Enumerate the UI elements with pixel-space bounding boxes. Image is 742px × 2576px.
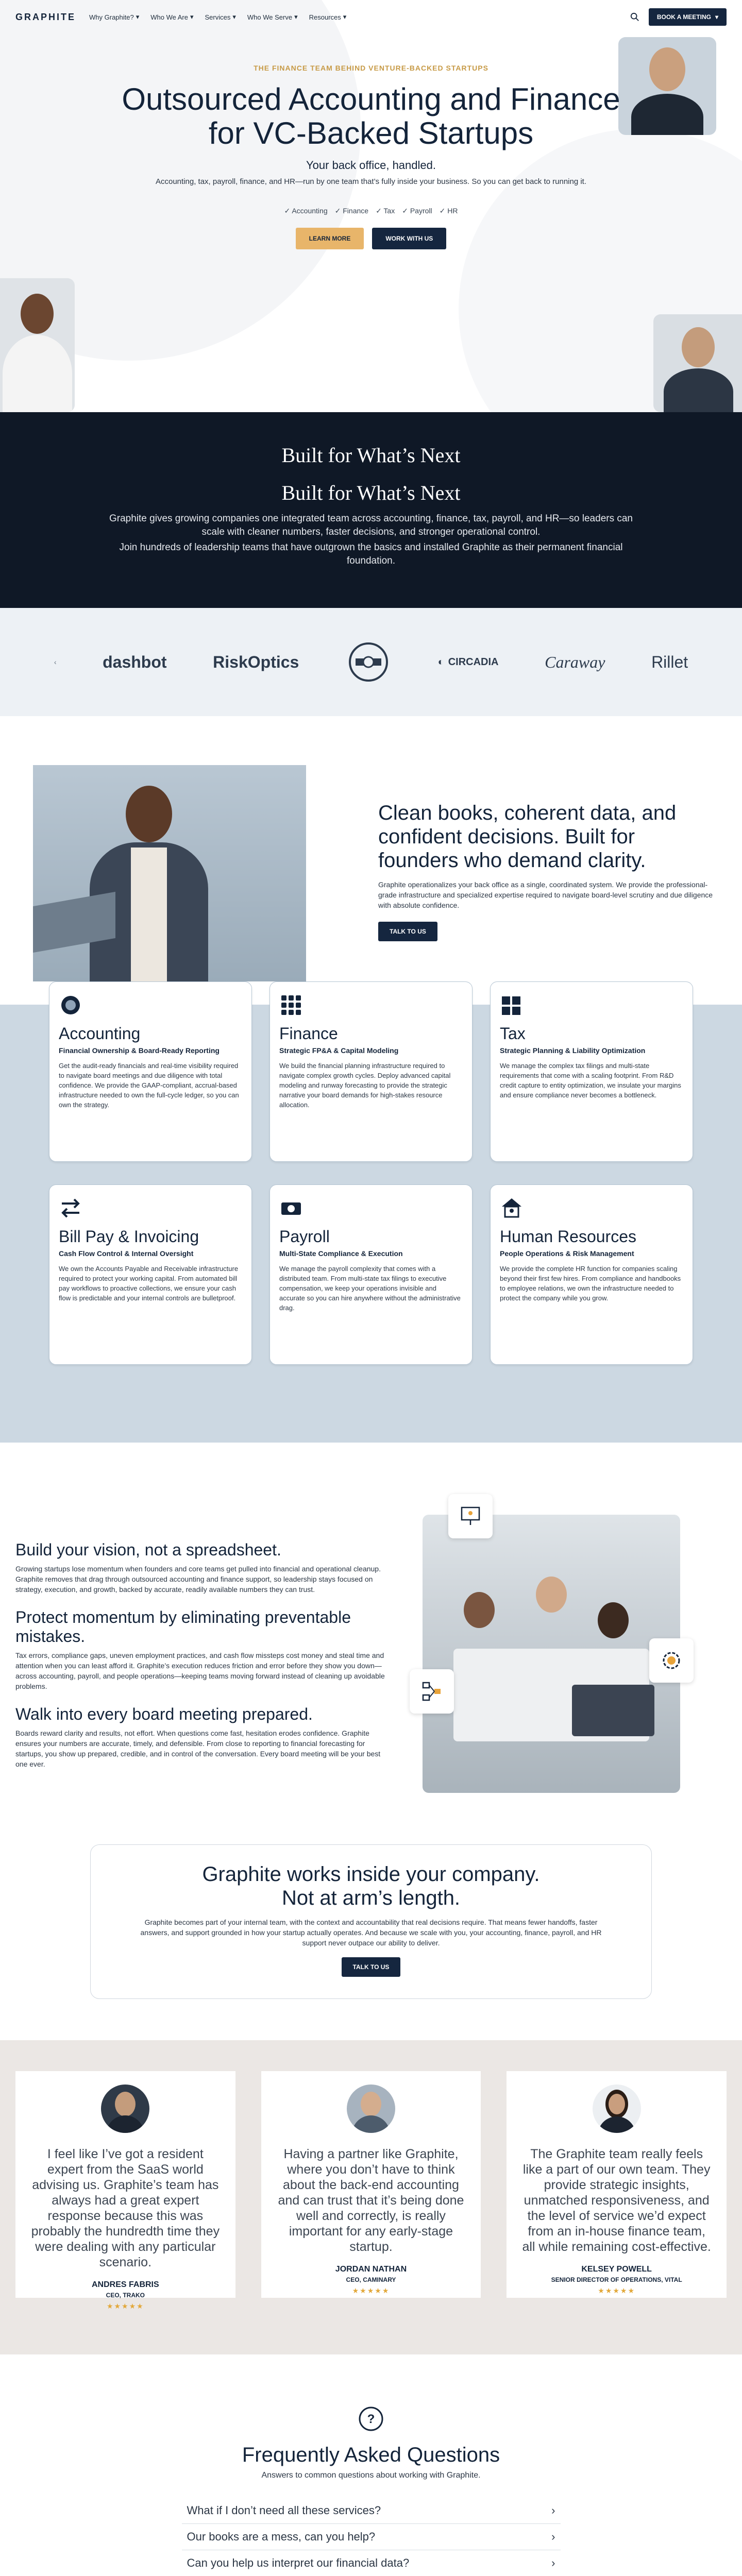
portrait-man-right xyxy=(653,314,742,412)
chevron-down-icon: ▾ xyxy=(294,13,298,21)
clean-books-title: Clean books, coherent data, and confident decisions. Built for founders who demand clarity. xyxy=(378,802,677,872)
chevron-down-icon: ▾ xyxy=(136,13,140,21)
client-logos-strip xyxy=(0,608,742,716)
built-for-whats-next-section xyxy=(0,412,742,608)
hero-eyebrow: THE FINANCE TEAM BEHIND VENTURE-BACKED STARTUPS xyxy=(254,64,488,72)
question-icon xyxy=(358,2406,384,2432)
flowchart-icon-badge xyxy=(410,1669,454,1714)
gear-dollar-icon xyxy=(660,1649,683,1672)
hero-service-checks xyxy=(0,207,742,215)
testimonial-card xyxy=(261,2071,481,2298)
faq-title: Frequently Asked Questions xyxy=(242,2444,500,2466)
nav-who-we-serve[interactable]: Who We Serve ▾ xyxy=(247,13,298,21)
house-people-icon xyxy=(500,1196,524,1220)
faq-item[interactable]: Our books are a mess, can you help? › xyxy=(182,2524,561,2550)
faq-item[interactable]: Can you help us interpret our financial data? › xyxy=(182,2550,561,2576)
built-title-secondary: Built for What’s Next xyxy=(281,481,461,504)
inside-your-company-section xyxy=(0,1844,742,2040)
hero-description: Accounting, tax, payroll, finance, and HR—run by one team that’s fully inside your business. So you can get back to running it. xyxy=(155,177,587,186)
inside-card xyxy=(90,1844,652,1999)
testimonial-card xyxy=(507,2071,727,2298)
testimonial-quote: Having a partner like Graphite, where you don’t have to think about the back-end accounting and can trust that it’s being done well and correctly, is really important for any early-stage startup. xyxy=(278,2147,464,2254)
vision-paragraph-1: Growing startups lose momentum when founders and core teams get pulled into financial and operational cleanup. Graphite removes that drag through outsourced accounting and finance support, so leadership stays focused on strategy, execution, and growth, backed by accurate, readily available numbers they can trust. xyxy=(15,1565,381,1594)
testimonial-name: KELSEY POWELL xyxy=(581,2265,652,2274)
faq-section xyxy=(0,2354,742,2576)
avatar xyxy=(101,2084,149,2133)
faq-subtitle: Answers to common questions about working with Graphite. xyxy=(261,2471,481,2480)
search-icon[interactable] xyxy=(630,12,639,22)
check-payroll: ✓ Payroll xyxy=(402,207,432,215)
talk-to-us-button[interactable]: TALK TO US xyxy=(342,1957,401,1977)
services-section xyxy=(0,1005,742,1443)
vision-text xyxy=(15,1540,386,1769)
logo-badge-icon xyxy=(345,639,392,685)
check-tax: ✓ Tax xyxy=(376,207,395,215)
svg-text:?: ? xyxy=(367,2412,375,2426)
transfer-arrows-icon xyxy=(59,1196,82,1220)
vision-heading-1: Build your vision, not a spreadsheet. xyxy=(15,1540,281,1559)
service-card-tax[interactable]: Tax Strategic Planning & Liability Optimization We manage the complex tax filings and multi-state requirements that come with a scaling footprint. From R&D credit capture to entity optimization, we insulate your margins and ensure compliance never becomes a bottleneck. xyxy=(490,981,693,1162)
hero-buttons xyxy=(0,228,742,249)
logo-rillet: Rillet xyxy=(651,652,688,671)
rating-stars: ★★★★★ xyxy=(598,2286,636,2295)
testimonial-name: JORDAN NATHAN xyxy=(335,2265,407,2274)
avatar xyxy=(347,2084,395,2133)
built-paragraph-2: Join hundreds of leadership teams that have outgrown the basics and installed Graphite as their permanent financial foundation. xyxy=(119,542,623,566)
logo-riskoptics: RiskOptics xyxy=(213,652,299,671)
logo-circadia: ◐ CIRCADIA xyxy=(437,656,499,668)
service-card-finance[interactable]: Finance Strategic FP&A & Capital Modeling We build the financial planning infrastructure required to navigate complex growth cycles. Deploy advanced capital modeling and runway forecasting to provide the strategic narrative your board demands for high-stakes resource allocation. xyxy=(269,981,473,1162)
service-card-bill-pay[interactable]: Bill Pay & Invoicing Cash Flow Control & Internal Oversight We own the Accounts Payable and Receivable infrastructure required to protect your working capital. From automated bill pay workflows to proactive collections, we ensure your cash flow is predictable and your internal controls are bulletproof. xyxy=(49,1184,252,1365)
vision-paragraph-3: Boards reward clarity and results, not effort. When questions come fast, hesitation erodes confidence. Graphite ensures your numbers are accurate, timely, and defensible. From close to reporting to financial forecasting for startups, you show up prepared, credible, and in control of the conversation. Every board meeting will be your best one ever. xyxy=(15,1729,381,1768)
hero-section xyxy=(0,0,742,412)
nav-why-graphite[interactable]: Why Graphite? ▾ xyxy=(89,13,140,21)
built-paragraph-1: Graphite gives growing companies one integrated team across accounting, finance, tax, payroll, and HR—so leaders can scale with cleaner numbers, faster decisions, and stronger operational control. xyxy=(109,513,633,537)
logo-caraway: Caraway xyxy=(545,652,605,671)
chevron-down-icon: ▾ xyxy=(343,13,347,21)
accounting-icon xyxy=(59,993,82,1017)
hero-title: Outsourced Accounting and Finance for VC-Backed Startups xyxy=(122,82,620,150)
testimonial-name: ANDRES FABRIS xyxy=(91,2280,159,2289)
vision-paragraph-2: Tax errors, compliance gaps, uneven employment practices, and cash flow missteps cost money and steal time and attention when you can least afford it. Graphite’s execution reduces friction and error before they show you down—across accounting, payroll, and people operations—keeping teams moving forward instead of cleaning up avoidable problems. xyxy=(15,1651,385,1690)
nav-right xyxy=(630,8,727,26)
services-grid xyxy=(49,981,693,1365)
service-card-payroll[interactable]: Payroll Multi-State Compliance & Execution We manage the payroll complexity that comes with a distributed team. From multi-state tax filings to executive compensation, we keep your operations invisible and accurate so you can hire anywhere without the administrative drag. xyxy=(269,1184,473,1365)
founder-photo xyxy=(33,765,306,981)
flowchart-icon xyxy=(420,1680,444,1703)
team-meeting-photo xyxy=(423,1515,680,1793)
nav-resources[interactable]: Resources ▾ xyxy=(309,13,347,21)
clean-books-section xyxy=(0,716,742,1005)
chevron-right-icon: › xyxy=(551,2504,555,2517)
testimonial-quote: I feel like I’ve got a resident expert from the SaaS world advising us. Graphite’s team has always had a great expert response because this was probably the hundredth time they were dealing with any particular scenario. xyxy=(31,2147,220,2269)
hero-subtitle: Your back office, handled. xyxy=(306,159,436,172)
talk-to-us-button[interactable]: TALK TO US xyxy=(378,922,437,941)
clean-books-text xyxy=(378,801,718,941)
chevron-right-icon: › xyxy=(551,2556,555,2569)
nav-services[interactable]: Services ▾ xyxy=(205,13,236,21)
built-title-primary: Built for What’s Next xyxy=(281,444,461,467)
payroll-cash-icon xyxy=(279,1196,303,1220)
avatar xyxy=(593,2084,641,2133)
portrait-man-left xyxy=(0,278,75,412)
nav-who-we-are[interactable]: Who We Are ▾ xyxy=(150,13,194,21)
service-card-accounting[interactable]: Accounting Financial Ownership & Board-Ready Reporting Get the audit-ready financials and real-time visibility required to navigate board meetings and due diligence with total confidence. We provide the GAAP-compliant, accrual-based infrastructure needed to own the full-cycle ledger, so you can own the strategy. xyxy=(49,981,252,1162)
check-hr: ✓ HR xyxy=(439,207,458,215)
testimonial-title: CEO, CAMINARY xyxy=(346,2276,396,2283)
book-meeting-button[interactable]: BOOK A MEETING ▾ xyxy=(649,8,727,26)
chevron-down-icon: ▾ xyxy=(715,13,718,21)
testimonials-section xyxy=(0,2040,742,2354)
work-with-us-button[interactable]: WORK WITH US xyxy=(372,228,446,249)
learn-more-button[interactable]: LEARN MORE xyxy=(296,228,364,249)
chevron-left-icon[interactable]: ‹ xyxy=(54,658,57,666)
check-accounting: ✓ Accounting xyxy=(284,207,328,215)
hero-content xyxy=(0,64,742,249)
tax-layers-icon xyxy=(500,993,524,1017)
chevron-down-icon: ▾ xyxy=(232,13,236,21)
gear-icon-badge xyxy=(649,1638,694,1683)
chevron-right-icon: › xyxy=(551,2530,555,2543)
logo-dashbot: dashbot xyxy=(103,652,167,671)
rating-stars: ★★★★★ xyxy=(106,2302,144,2310)
chevron-down-icon: ▾ xyxy=(190,13,194,21)
testimonials-grid xyxy=(15,2071,727,2310)
graphite-logo[interactable]: GRAPHITE xyxy=(15,11,76,22)
service-card-human-resources[interactable]: Human Resources People Operations & Risk Management We provide the complete HR function for companies scaling beyond their first few hires. From compliance and handbooks to employee relations, we own the infrastructure needed to protect the company while you grow. xyxy=(490,1184,693,1365)
vision-heading-3: Walk into every board meeting prepared. xyxy=(15,1705,313,1723)
rating-stars: ★★★★★ xyxy=(352,2286,390,2295)
presentation-icon xyxy=(459,1504,482,1528)
clean-books-description: Graphite operationalizes your back office as a single, coordinated system. We provide the professional-grade infrastructure and specialized expertise required to navigate board-level scrutiny and due diligence with absolute confidence. xyxy=(378,880,713,909)
inside-title: Graphite works inside your company. Not at arm’s length. xyxy=(202,1863,540,1909)
vision-heading-2: Protect momentum by eliminating preventable mistakes. xyxy=(15,1608,351,1646)
circadia-mark-icon: ◐ xyxy=(437,656,444,668)
check-finance: ✓ Finance xyxy=(334,207,369,215)
faq-item[interactable]: What if I don’t need all these services? › xyxy=(182,2498,561,2524)
finance-grid-icon xyxy=(279,993,303,1017)
vision-section xyxy=(0,1443,742,1844)
testimonial-title: SENIOR DIRECTOR OF OPERATIONS, VITAL xyxy=(551,2276,682,2283)
presentation-icon-badge xyxy=(448,1494,493,1538)
faq-list xyxy=(182,2498,561,2576)
testimonial-title: CEO, TRAKO xyxy=(106,2292,145,2299)
testimonial-quote: The Graphite team really feels like a part of our own team. They provide strategic insights, unmatched responsiveness, and the level of service we’d expect from an in-house finance team, all while remaining cost-effective. xyxy=(522,2147,711,2254)
inside-description: Graphite becomes part of your internal team, with the context and accountability that real decisions require. That means fewer handoffs, faster answers, and support grounded in how your startup actually operates. And because we scale with you, your accounting, finance, payroll, and HR support never outpace our ability to deliver. xyxy=(140,1918,602,1947)
top-nav xyxy=(0,0,742,34)
testimonial-card xyxy=(15,2071,235,2310)
nav-links xyxy=(89,13,346,21)
